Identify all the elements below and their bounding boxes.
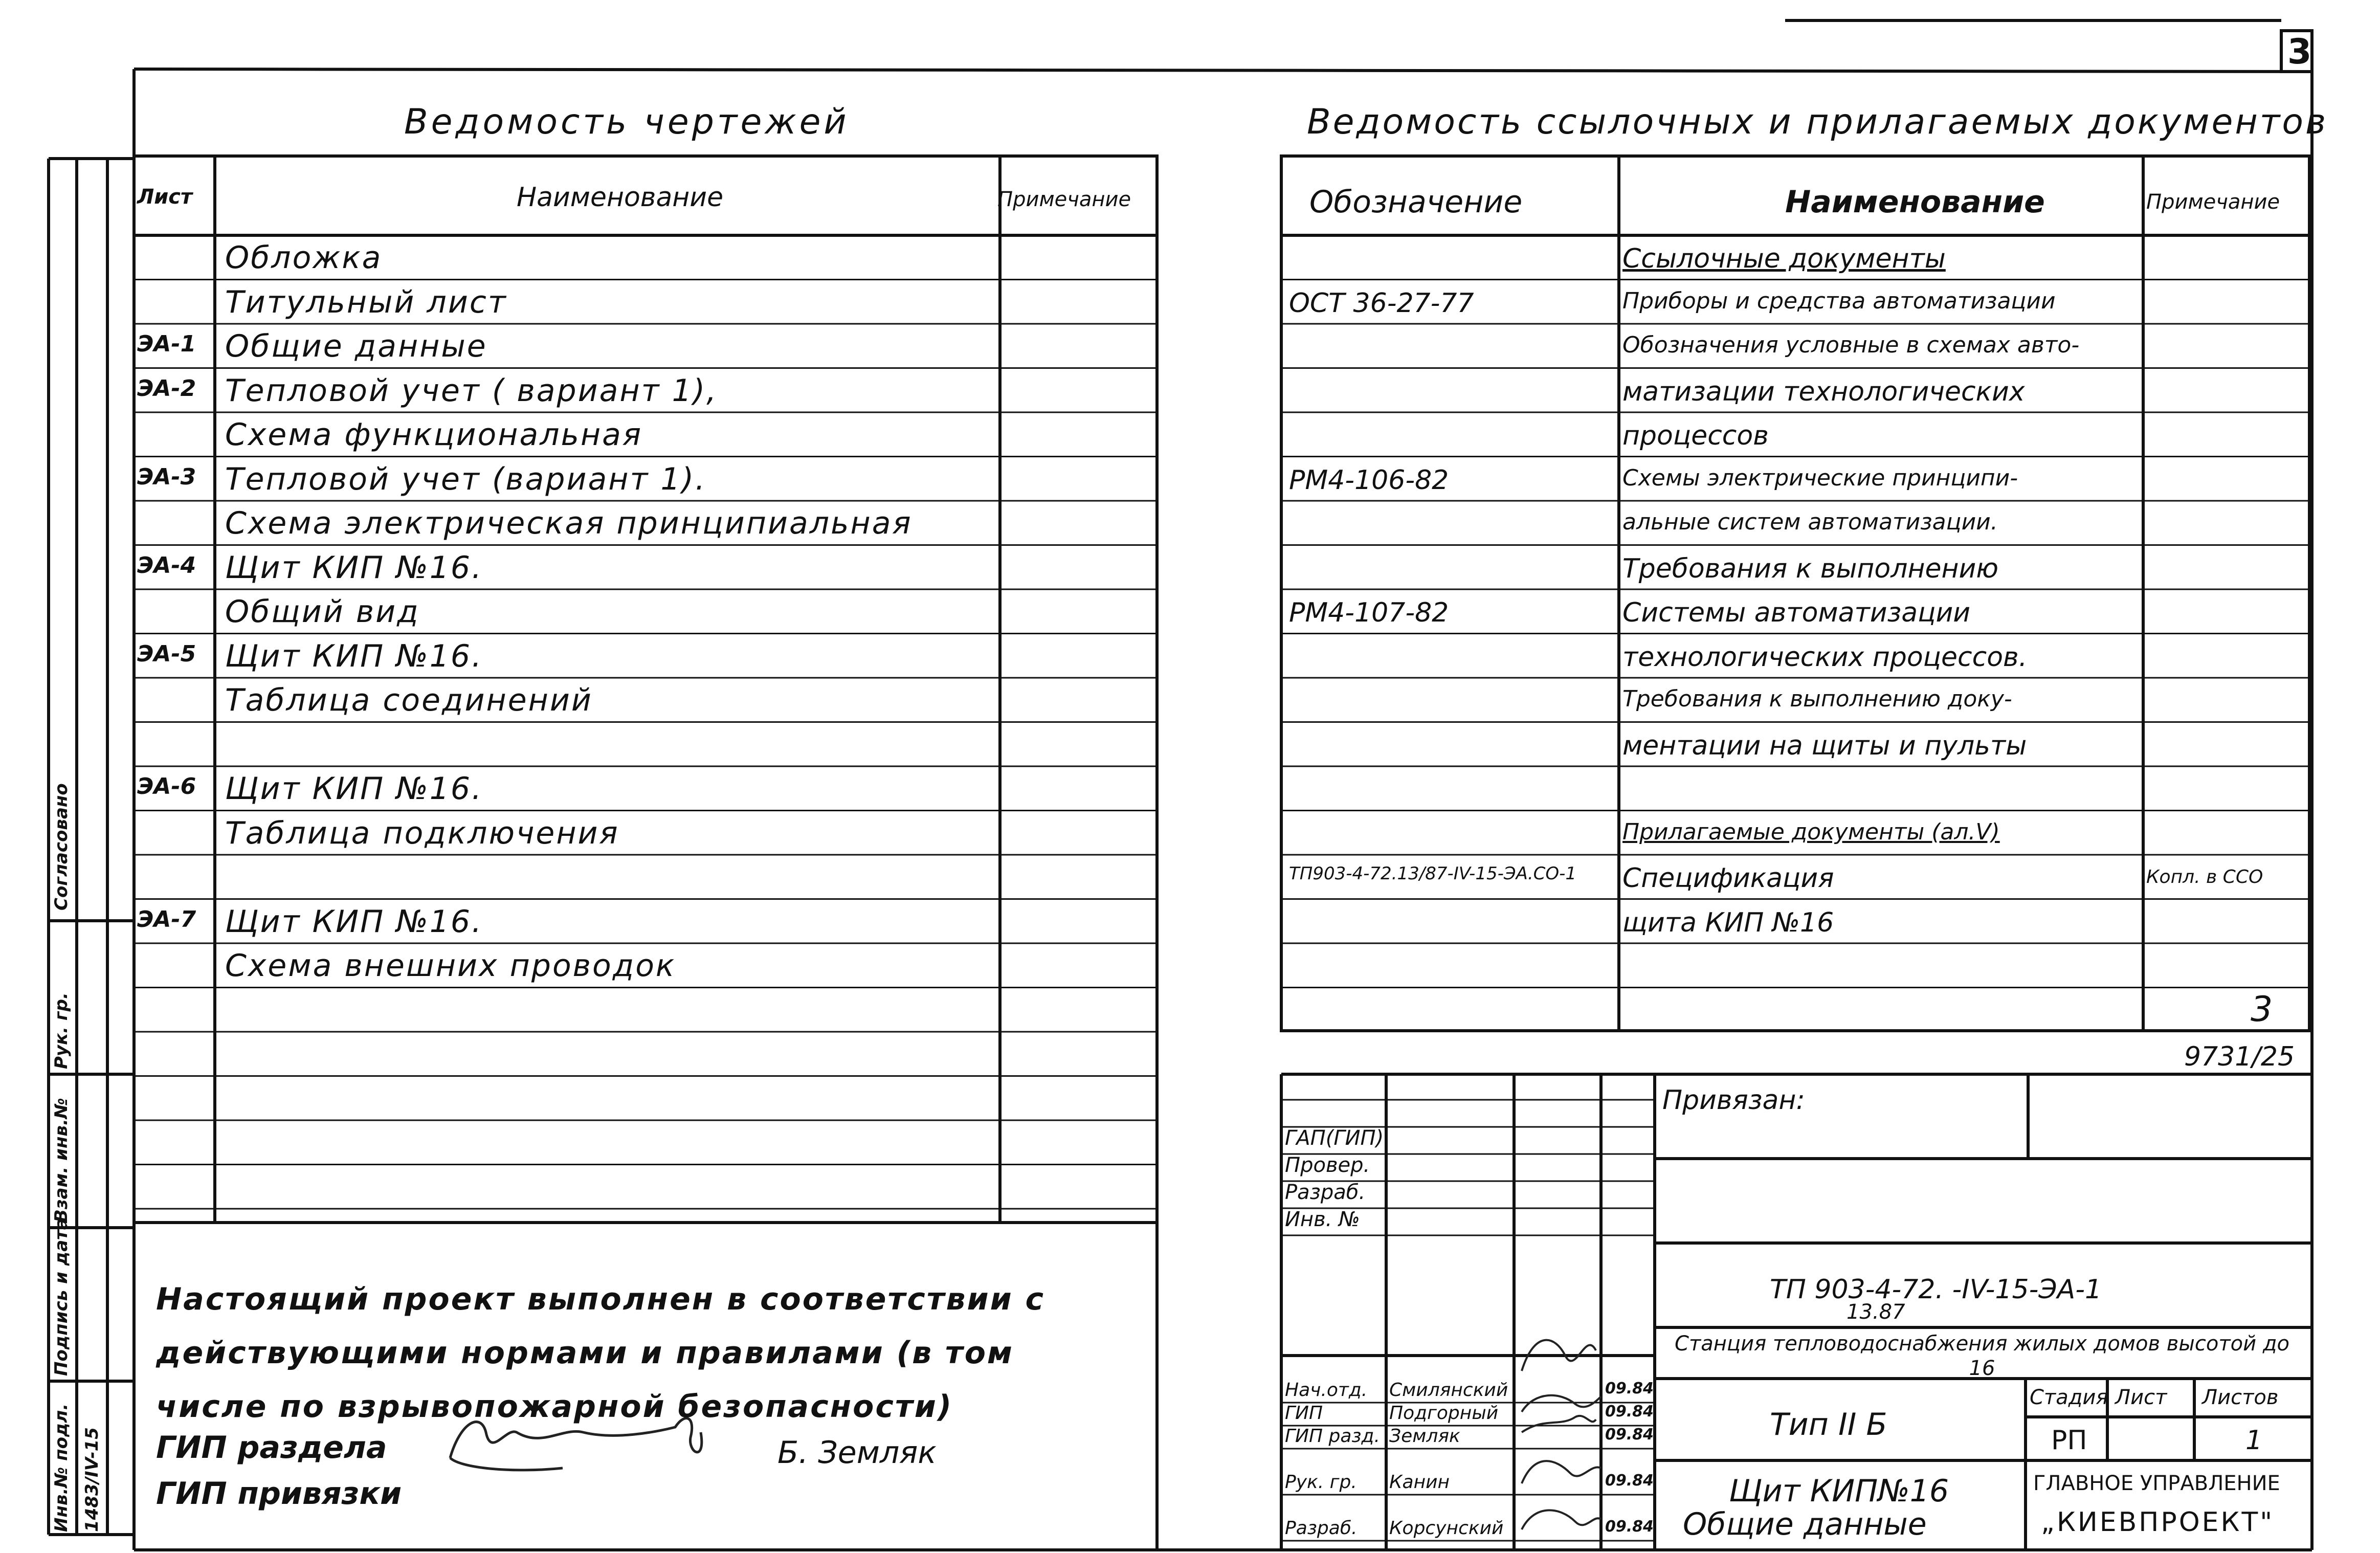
right-row-name: Прилагаемые документы (ал.V): [1622, 818, 2000, 845]
sheet-title-1: Щит КИП№16: [1729, 1473, 1949, 1509]
sheet-title-2: Общие данные: [1683, 1506, 1927, 1542]
signer-name: Корсунский: [1389, 1518, 1504, 1539]
left-row-name: Титульный лист: [225, 284, 507, 320]
sheets-label: Листов: [2202, 1386, 2279, 1409]
signer-date: 09.84: [1605, 1403, 1654, 1421]
signer-date: 09.84: [1605, 1472, 1654, 1490]
signer-role: ГИП: [1285, 1403, 1323, 1424]
gip-binding-label: ГИП привязки: [156, 1476, 402, 1512]
right-row-name: щита КИП №16: [1622, 907, 1834, 938]
right-row-name: Приборы и средства автоматизации: [1622, 287, 2056, 314]
left-row-name: Щит КИП №16.: [225, 549, 483, 586]
right-row-name: процессов: [1622, 420, 1769, 451]
signer-date: 09.84: [1605, 1518, 1654, 1536]
left-row-name: Таблица подключения: [225, 815, 619, 851]
gip-section-name: Б. Земляк: [777, 1435, 937, 1471]
right-row-name: Схемы электрические принципи-: [1622, 464, 2018, 491]
archive-number: 9731/25: [2184, 1041, 2295, 1072]
stamp-label-proveril: Провер.: [1285, 1153, 1370, 1177]
signer-name: Канин: [1389, 1472, 1450, 1493]
left-row-sheet: ЭА-3: [137, 463, 196, 490]
right-row-name: Требования к выполнению доку-: [1622, 686, 2012, 712]
right-row-name: Системы автоматизации: [1622, 597, 1971, 628]
side-inv-orig-value: 1483/IV-15: [82, 1427, 102, 1532]
stamp-label-gap: ГАП(ГИП): [1285, 1126, 1384, 1150]
stage-label: Стадия: [2030, 1386, 2108, 1409]
sheet-label: Лист: [2115, 1386, 2167, 1409]
side-rukgr: Рук. гр.: [51, 992, 72, 1069]
page-number: 3: [2287, 32, 2312, 72]
right-row-name: матизации технологических: [1622, 376, 2025, 407]
left-row-name: Обложка: [225, 240, 383, 276]
signature-gip-section: [450, 1418, 702, 1470]
col-header-designation: Обозначение: [1309, 184, 1523, 220]
signer-role: ГИП разд.: [1285, 1426, 1380, 1447]
left-row-name: Тепловой учет (вариант 1).: [225, 461, 707, 497]
right-row-name: Требования к выполнению: [1622, 553, 1999, 584]
left-row-sheet: ЭА-1: [137, 331, 196, 357]
stamp-signatures: [1522, 1340, 1601, 1529]
signer-date: 09.84: [1605, 1380, 1654, 1397]
left-row-sheet: ЭА-6: [137, 773, 196, 800]
right-row-name: ментации на щиты и пульты: [1622, 730, 2027, 761]
org-line-2: „КИЕВПРОЕКТ": [2041, 1507, 2275, 1538]
left-row-name: Схема функциональная: [225, 417, 643, 453]
statement-line-2: действующими нормами и правилами (в том: [156, 1335, 1014, 1371]
right-row-designation: РМ4-106-82: [1289, 464, 1449, 496]
doc-date: 13.87: [1847, 1300, 1905, 1324]
signer-date: 09.84: [1605, 1426, 1654, 1444]
signer-role: Разраб.: [1285, 1518, 1358, 1539]
stage-value: РП: [2051, 1425, 2087, 1456]
stamp-label-razrab: Разраб.: [1285, 1181, 1366, 1204]
signer-name: Земляк: [1389, 1426, 1460, 1447]
left-row-name: Схема внешних проводок: [225, 948, 676, 984]
side-sign-date: Подпись и дата: [51, 1218, 72, 1376]
col-header-note-right: Примечание: [2146, 190, 2280, 214]
project-name: Станция тепловодоснабжения жилых домов высотой до 16: [1675, 1332, 2289, 1380]
left-row-sheet: ЭА-2: [137, 375, 196, 402]
left-row-name: Схема электрическая принципиальная: [225, 505, 913, 541]
org-line-1: ГЛАВНОЕ УПРАВЛЕНИЕ: [2033, 1472, 2280, 1495]
right-row-note: Копл. в ССО: [2146, 867, 2263, 888]
right-page-mark: 3: [2251, 989, 2273, 1030]
right-row-name: Спецификация: [1622, 863, 1834, 894]
right-row-name: Обозначения условные в схемах авто-: [1622, 332, 2080, 358]
left-row-name: Щит КИП №16.: [225, 638, 483, 674]
signer-role: Рук. гр.: [1285, 1472, 1357, 1493]
left-row-name: Тепловой учет ( вариант 1),: [225, 372, 718, 409]
left-title: Ведомость чертежей: [404, 102, 850, 142]
signer-role: Нач.отд.: [1285, 1380, 1368, 1401]
signer-name: Смилянский: [1389, 1380, 1508, 1401]
right-title: Ведомость ссылочных и прилагаемых документов: [1307, 102, 2328, 142]
left-row-name: Таблица соединений: [225, 682, 593, 718]
doc-code: ТП 903-4-72. -IV-15-ЭА-1: [1770, 1274, 2102, 1305]
gip-section-label: ГИП раздела: [156, 1430, 387, 1466]
col-header-name: Наименование: [517, 182, 724, 213]
col-header-note: Примечание: [997, 188, 1131, 211]
statement-line-3: числе по взрывопожарной безопасности): [156, 1389, 953, 1425]
left-row-name: Щит КИП №16.: [225, 771, 483, 807]
right-row-name: технологических процессов.: [1622, 641, 2028, 673]
side-inv-orig: Инв.№ подл.: [51, 1403, 72, 1532]
left-row-sheet: ЭА-7: [137, 906, 196, 933]
col-header-name-right: Наименование: [1785, 184, 2045, 220]
right-row-designation: РМ4-107-82: [1289, 597, 1449, 628]
col-header-sheet: Лист: [137, 185, 193, 209]
statement-line-1: Настоящий проект выполнен в соответствии с: [156, 1281, 1046, 1317]
type-label: Тип II Б: [1770, 1407, 1887, 1443]
left-row-name: Щит КИП №16.: [225, 903, 483, 940]
side-note: Согласовано: [51, 783, 72, 911]
sheets-value: 1: [2245, 1425, 2263, 1456]
right-row-name: Ссылочные документы: [1622, 243, 1946, 274]
left-row-name: Общий вид: [225, 594, 420, 630]
signer-name: Подгорный: [1389, 1403, 1499, 1424]
left-row-name: Общие данные: [225, 328, 487, 364]
side-replace-inv: Взам. инв.№: [51, 1098, 72, 1223]
left-row-sheet: ЭА-5: [137, 640, 196, 667]
left-row-sheet: ЭА-4: [137, 552, 196, 579]
right-row-designation: ОСТ 36-27-77: [1289, 287, 1474, 319]
stamp-label-inv: Инв. №: [1285, 1208, 1360, 1231]
attached-label: Привязан:: [1662, 1085, 1805, 1116]
right-row-designation: ТП903-4-72.13/87-IV-15-ЭА.СО-1: [1289, 863, 1577, 884]
right-row-name: альные систем автоматизации.: [1622, 509, 1998, 535]
